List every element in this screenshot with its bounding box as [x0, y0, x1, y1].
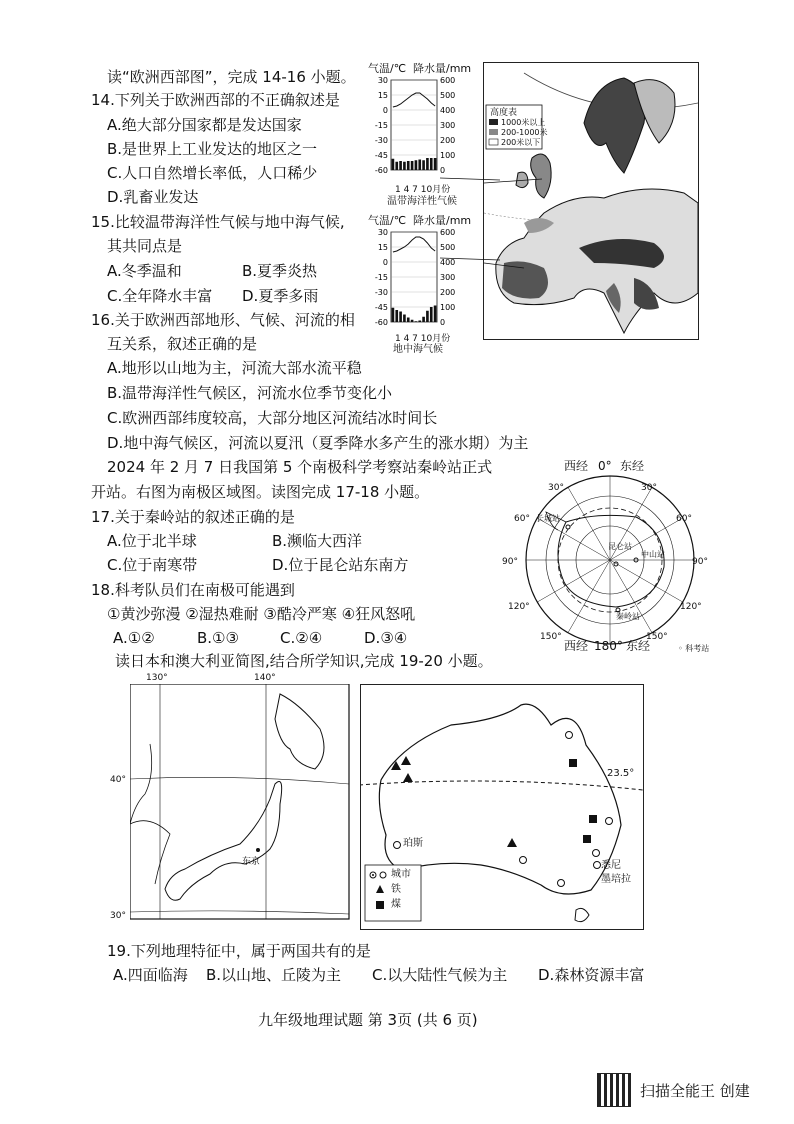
tropic-label: 23.5° — [607, 768, 635, 779]
precip-bar — [411, 320, 414, 322]
precip-tick-label: 300 — [440, 121, 456, 130]
q16-option-c[interactable]: C.欧洲西部纬度较高，大部分地区河流结冰时间长 — [107, 409, 438, 427]
precip-bar — [411, 161, 414, 170]
ant-lon-120w: 120° — [508, 602, 530, 612]
temp-tick-label: -45 — [374, 303, 388, 312]
precip-bar — [430, 158, 433, 170]
precip-tick-label: 200 — [440, 288, 456, 297]
precip-axis-label: 降水量/mm — [413, 214, 472, 227]
europe-pointer-lines — [440, 170, 500, 280]
ant-lon-90w: 90° — [502, 557, 518, 567]
station-changcheng: 长城站 — [536, 514, 560, 523]
precip-tick-label: 500 — [440, 243, 456, 252]
precip-tick-label: 400 — [440, 258, 456, 267]
japan-lat-40: 40° — [110, 775, 126, 785]
temp-tick-label: -60 — [374, 318, 388, 327]
temp-axis-label: 气温/℃ — [368, 62, 407, 75]
ant-lon-60e: 60° — [676, 514, 692, 524]
precip-tick-label: 200 — [440, 136, 456, 145]
precip-bar — [399, 312, 402, 323]
q17-option-c[interactable]: C.位于南寒带 — [107, 556, 198, 574]
month-axis: 1 4 7 10月份 — [395, 334, 451, 344]
ant-lon-120e: 120° — [680, 602, 702, 612]
intro-europe: 读“欧洲西部图”，完成 14-16 小题。 — [107, 68, 356, 86]
intro-japan: 读日本和澳大利亚简图,结合所学知识,完成 19-20 小题。 — [115, 652, 493, 670]
ant-lon-150e: 150° — [646, 632, 668, 642]
q15-option-c[interactable]: C.全年降水丰富 — [107, 287, 213, 305]
temp-tick-label: -30 — [374, 288, 388, 297]
japan-lon-140: 140° — [254, 673, 276, 683]
q15-option-b[interactable]: B.夏季炎热 — [242, 262, 318, 280]
temp-tick-label: -30 — [374, 136, 388, 145]
q17-option-b[interactable]: B.濒临大西洋 — [272, 532, 363, 550]
precip-bar — [434, 306, 437, 323]
temp-tick-label: -60 — [374, 166, 388, 175]
europe-map-svg — [484, 63, 698, 339]
precip-bar — [434, 158, 437, 170]
precip-bar — [403, 162, 406, 170]
japan-lon-130: 130° — [146, 673, 168, 683]
q14-option-a[interactable]: A.绝大部分国家都是发达国家 — [107, 116, 302, 134]
station-zhongshan: 中山站 — [641, 550, 665, 559]
precip-bar — [422, 160, 425, 170]
q18-items: ①黄沙弥漫 ②湿热难耐 ③酷冷严寒 ④狂风怒吼 — [107, 605, 416, 623]
precip-tick-label: 0 — [440, 318, 446, 327]
precip-bar — [395, 162, 398, 170]
temp-tick-label: 0 — [382, 106, 388, 115]
q19-stem: 19.下列地理特征中，属于两国共有的是 — [107, 942, 371, 960]
precip-bar — [422, 317, 425, 322]
intro-antarctic-1: 2024 年 2 月 7 日我国第 5 个南极科学考察站秦岭站正式 — [107, 458, 493, 476]
ant-lon-60w: 60° — [514, 514, 530, 524]
q19-option-d[interactable]: D.森林资源丰富 — [538, 966, 645, 984]
month-axis: 1 4 7 10月份 — [395, 185, 451, 195]
q16-option-a[interactable]: A.地形以山地为主，河流大部水流平稳 — [107, 359, 362, 377]
europe-legend-2: 200-1000米 — [501, 128, 548, 137]
precip-bar — [426, 311, 429, 322]
australia-map-svg — [361, 685, 643, 929]
precip-tick-label: 600 — [440, 228, 456, 237]
station-kunlun: 昆仑站 — [608, 542, 632, 551]
q17-stem: 17.关于秦岭站的叙述正确的是 — [91, 508, 295, 526]
ant-top-east: 东经 — [620, 459, 645, 473]
q16-stem-2: 互关系，叙述正确的是 — [107, 335, 258, 353]
q16-stem-1: 16.关于欧洲西部地形、气候、河流的相 — [91, 311, 355, 329]
japan-city-tokyo: 东京 — [242, 857, 261, 867]
antarctic-map — [496, 460, 726, 660]
europe-legend-3: 200米以下 — [501, 138, 541, 147]
precip-bar — [407, 161, 410, 170]
q18-option-b[interactable]: B.①③ — [197, 629, 239, 647]
city-canberra: 墨培拉 — [601, 874, 631, 885]
europe-legend-title: 高度表 — [490, 108, 518, 118]
ant-lon-30w: 30° — [548, 483, 564, 493]
precip-bar — [430, 307, 433, 322]
q18-option-c[interactable]: C.②④ — [280, 629, 323, 647]
australia-map — [360, 684, 644, 930]
precip-bar — [426, 158, 429, 170]
q15-option-d[interactable]: D.夏季多雨 — [242, 287, 319, 305]
watermark-text: 扫描全能王 创建 — [640, 1082, 750, 1100]
precip-bar — [418, 160, 421, 171]
precip-tick-label: 600 — [440, 76, 456, 85]
q15-option-a[interactable]: A.冬季温和 — [107, 262, 182, 280]
q14-option-d[interactable]: D.乳畜业发达 — [107, 188, 199, 206]
temp-tick-label: -45 — [374, 151, 388, 160]
europe-legend-1: 1000米以上 — [501, 118, 546, 127]
precip-bar — [418, 321, 421, 323]
city-sydney: 悉尼 — [601, 860, 621, 871]
precip-bar — [395, 310, 398, 322]
q19-option-b[interactable]: B.以山地、丘陵为主 — [206, 966, 342, 984]
aus-legend-coal: 煤 — [391, 899, 401, 910]
q15-stem-1: 15.比较温带海洋性气候与地中海气候, — [91, 213, 345, 231]
q19-option-a[interactable]: A.四面临海 — [113, 966, 188, 984]
precip-tick-label: 300 — [440, 273, 456, 282]
city-perth: 珀斯 — [403, 838, 423, 849]
ant-top-zero: 0° — [598, 459, 612, 473]
ant-bottom-east: 东经 — [626, 639, 651, 653]
q16-option-d[interactable]: D.地中海气候区，河流以夏汛（夏季降水多产生的涨水期）为主 — [107, 434, 529, 452]
ant-bottom-west: 西经 — [564, 639, 589, 653]
aus-legend-city: 城市 — [391, 869, 411, 880]
temp-curve — [393, 237, 435, 252]
q15-stem-2: 其共同点是 — [107, 237, 183, 255]
precip-bar — [415, 321, 418, 322]
temp-tick-label: -15 — [374, 273, 388, 282]
intro-antarctic-2: 开站。右图为南极区域图。读图完成 17-18 小题。 — [91, 483, 430, 501]
q17-option-a[interactable]: A.位于北半球 — [107, 532, 197, 550]
page-footer: 九年级地理试题 第 3页 (共 6 页) — [258, 1011, 478, 1029]
temp-axis-label: 气温/℃ — [368, 214, 407, 227]
precip-bar — [407, 318, 410, 323]
q17-option-d[interactable]: D.位于昆仑站东南方 — [272, 556, 409, 574]
japan-map — [110, 673, 352, 933]
precip-axis-label: 降水量/mm — [413, 62, 472, 75]
q18-option-d[interactable]: D.③④ — [364, 629, 408, 647]
aus-legend-iron: 铁 — [391, 884, 401, 895]
precip-bar — [392, 308, 395, 322]
europe-map — [483, 62, 699, 340]
ant-lon-90e: 90° — [692, 557, 708, 567]
ant-lon-150w: 150° — [540, 632, 562, 642]
precip-tick-label: 100 — [440, 151, 456, 160]
ant-bottom-180: 180° — [594, 639, 623, 653]
temp-tick-label: 0 — [382, 258, 388, 267]
temp-tick-label: 15 — [377, 91, 388, 100]
q14-stem: 14.下列关于欧洲西部的不正确叙述是 — [91, 91, 340, 109]
japan-map-svg — [130, 684, 350, 920]
precip-bar — [399, 161, 402, 170]
precip-bar — [392, 159, 395, 170]
temp-tick-label: 30 — [377, 228, 388, 237]
q14-option-b[interactable]: B.是世界上工业发达的地区之一 — [107, 140, 318, 158]
ant-lon-30e: 30° — [641, 483, 657, 493]
temp-tick-label: 30 — [377, 76, 388, 85]
climate-caption: 地中海气候 — [393, 344, 443, 355]
japan-lat-30: 30° — [110, 911, 126, 921]
q19-option-c[interactable]: C.以大陆性气候为主 — [372, 966, 508, 984]
qr-code-icon — [597, 1073, 631, 1107]
climate-caption: 温带海洋性气候 — [387, 196, 457, 207]
q16-option-b[interactable]: B.温带海洋性气候区，河流水位季节变化小 — [107, 384, 393, 402]
temp-tick-label: -15 — [374, 121, 388, 130]
precip-bar — [415, 160, 418, 170]
precip-tick-label: 0 — [440, 166, 446, 175]
precip-bar — [403, 315, 406, 323]
precip-tick-label: 100 — [440, 303, 456, 312]
precip-tick-label: 500 — [440, 91, 456, 100]
q14-option-c[interactable]: C.人口自然增长率低，人口稀少 — [107, 164, 318, 182]
station-qinling: 秦岭站 — [616, 612, 640, 621]
ant-top-west: 西经 — [564, 459, 589, 473]
q18-option-a[interactable]: A.①② — [113, 629, 155, 647]
temp-tick-label: 15 — [377, 243, 388, 252]
precip-tick-label: 400 — [440, 106, 456, 115]
q18-stem: 18.科考队员们在南极可能遇到 — [91, 581, 295, 599]
ant-legend: ◦ 科考站 — [678, 644, 710, 653]
